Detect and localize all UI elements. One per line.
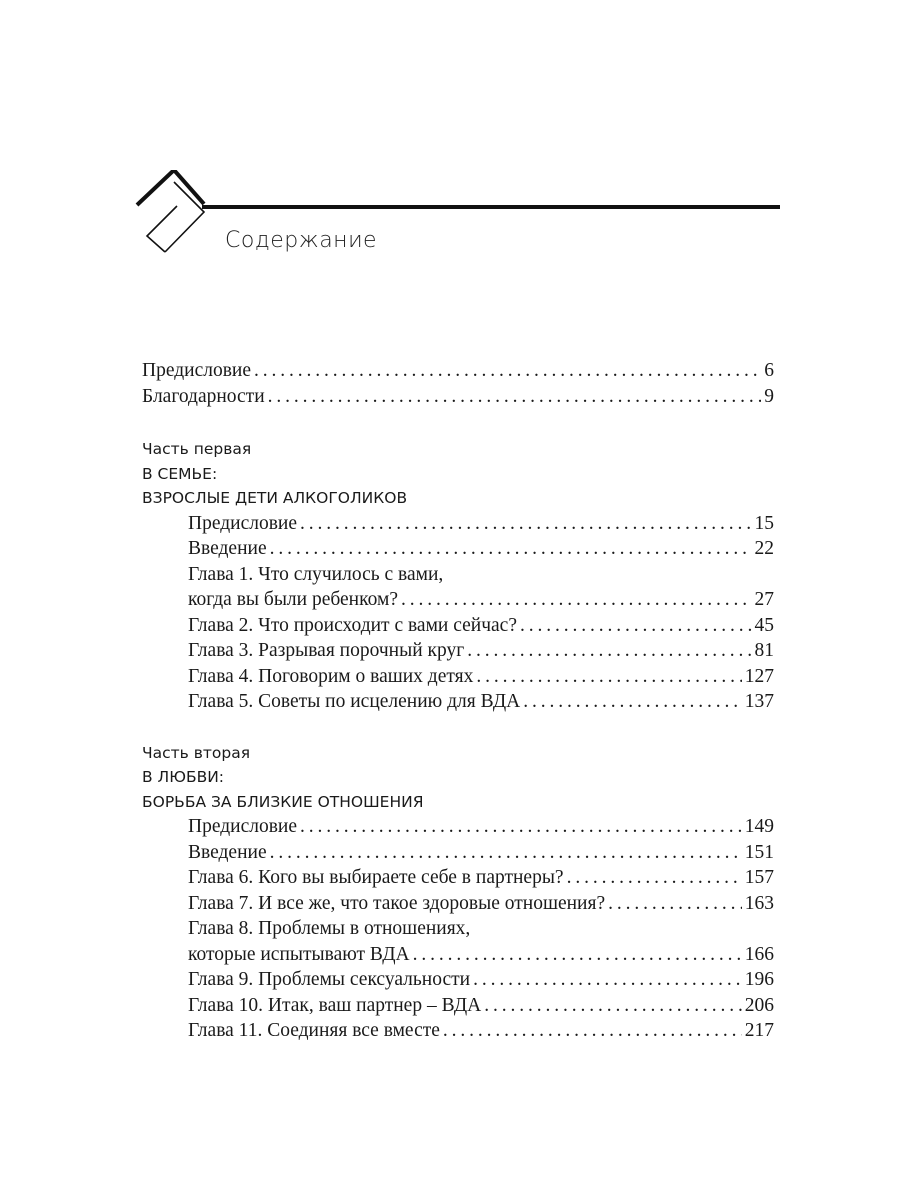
toc-entry[interactable] — [142, 814, 774, 840]
dot-leader — [270, 536, 752, 562]
toc-entry-label: Предисловие — [142, 360, 252, 381]
dot-leader — [300, 511, 751, 537]
dot-leader — [476, 664, 741, 690]
toc-entry[interactable] — [142, 562, 774, 588]
toc-entry-page: 27 — [754, 589, 774, 610]
toc-entry-page: 137 — [744, 691, 774, 712]
part-heading: В ЛЮБВИ: — [142, 768, 225, 786]
dot-leader — [254, 358, 761, 384]
toc-entry-page: 9 — [764, 385, 774, 407]
toc-entry-label: Глава 8. Проблемы в отношениях, — [188, 918, 471, 939]
toc-entry[interactable] — [142, 840, 774, 866]
toc-entry-page: 163 — [744, 892, 774, 914]
toc-entry-page: 6 — [764, 360, 774, 381]
toc-entry-label: Благодарности — [142, 385, 265, 407]
dot-leader — [473, 967, 742, 993]
toc-entry-label: Глава 3. Разрывая порочный круг — [188, 640, 465, 661]
part-heading: В СЕМЬЕ: — [142, 464, 218, 483]
toc-entry-label: Глава 7. И все же, что такое здоровые отношения? — [188, 892, 606, 914]
toc-entry[interactable] — [142, 993, 774, 1019]
dot-leader — [443, 1018, 742, 1044]
dot-leader — [484, 993, 742, 1019]
dot-leader — [413, 942, 742, 968]
toc-entry[interactable] — [142, 1018, 774, 1044]
part-subheading: БОРЬБА ЗА БЛИЗКИЕ ОТНОШЕНИЯ — [142, 792, 424, 811]
toc-entry[interactable] — [142, 536, 774, 562]
dot-leader — [268, 384, 762, 410]
dot-leader — [567, 865, 742, 891]
toc-entry-label: Глава 4. Поговорим о ваших детях — [188, 665, 474, 687]
toc-entry-label: Глава 9. Проблемы сексуальности — [188, 969, 471, 990]
dot-leader — [270, 840, 742, 866]
toc-entry-label: Глава 2. Что происходит с вами сейчас? — [188, 614, 517, 636]
toc-entry-label: когда вы были ребенком? — [188, 589, 398, 610]
toc-entry[interactable] — [142, 865, 774, 891]
toc-entry-page: 149 — [744, 816, 774, 837]
toc-entry-page: 217 — [744, 1020, 774, 1041]
header-rule — [202, 205, 780, 209]
part-subheading: ВЗРОСЛЫЕ ДЕТИ АЛКОГОЛИКОВ — [142, 489, 408, 507]
toc-entry-page: 151 — [744, 841, 774, 863]
dot-leader — [608, 891, 742, 917]
toc-entry[interactable] — [142, 587, 774, 613]
dot-leader — [520, 613, 752, 639]
toc-entry[interactable] — [142, 638, 774, 664]
toc-entry-label: Введение — [188, 538, 267, 559]
spacer — [142, 409, 774, 437]
part-label: Часть первая — [142, 440, 252, 458]
page-title: Содержание — [225, 228, 378, 253]
toc-entry[interactable] — [142, 613, 774, 639]
toc-entry-label: Глава 5. Советы по исцелению для ВДА — [188, 691, 521, 712]
dot-leader — [523, 689, 741, 715]
toc-entry-page: 206 — [744, 994, 774, 1016]
toc-entry-page: 157 — [744, 867, 774, 888]
part-label: Часть вторая — [142, 743, 251, 762]
toc-entry[interactable] — [142, 384, 774, 410]
toc-entry-page: 127 — [744, 665, 774, 687]
toc-entry[interactable] — [142, 942, 774, 968]
toc-entry-label: Глава 1. Что случилось с вами, — [188, 563, 444, 585]
toc-entry-page: 22 — [754, 538, 774, 559]
dot-leader — [300, 814, 742, 840]
toc-entry-page: 81 — [754, 640, 774, 661]
toc-entry-page: 196 — [744, 969, 774, 990]
toc-entry[interactable] — [142, 967, 774, 993]
toc-entry-page: 15 — [754, 512, 774, 534]
toc-entry-page: 166 — [744, 943, 774, 965]
toc-entry-label: Глава 6. Кого вы выбираете себе в партнеры? — [188, 867, 564, 888]
toc-entry-label: Введение — [188, 841, 267, 863]
toc-entry[interactable] — [142, 891, 774, 917]
toc-entry-page: 45 — [754, 614, 774, 636]
toc-entry-label: Предисловие — [188, 512, 298, 534]
toc-entry-label: Предисловие — [188, 816, 298, 837]
toc-entry[interactable] — [142, 511, 774, 537]
spacer — [142, 715, 774, 741]
toc-entry-label: Глава 11. Соединяя все вместе — [188, 1020, 440, 1041]
dot-leader — [467, 638, 751, 664]
chapter-ornament-icon — [135, 170, 215, 265]
table-of-contents — [142, 358, 774, 1044]
toc-entry[interactable] — [142, 916, 774, 942]
toc-entry[interactable] — [142, 689, 774, 715]
toc-entry-label: которые испытывают ВДА — [188, 943, 410, 965]
toc-entry-label: Глава 10. Итак, ваш партнер – ВДА — [188, 994, 482, 1016]
toc-entry[interactable] — [142, 664, 774, 690]
dot-leader — [401, 587, 752, 613]
toc-entry[interactable] — [142, 358, 774, 384]
